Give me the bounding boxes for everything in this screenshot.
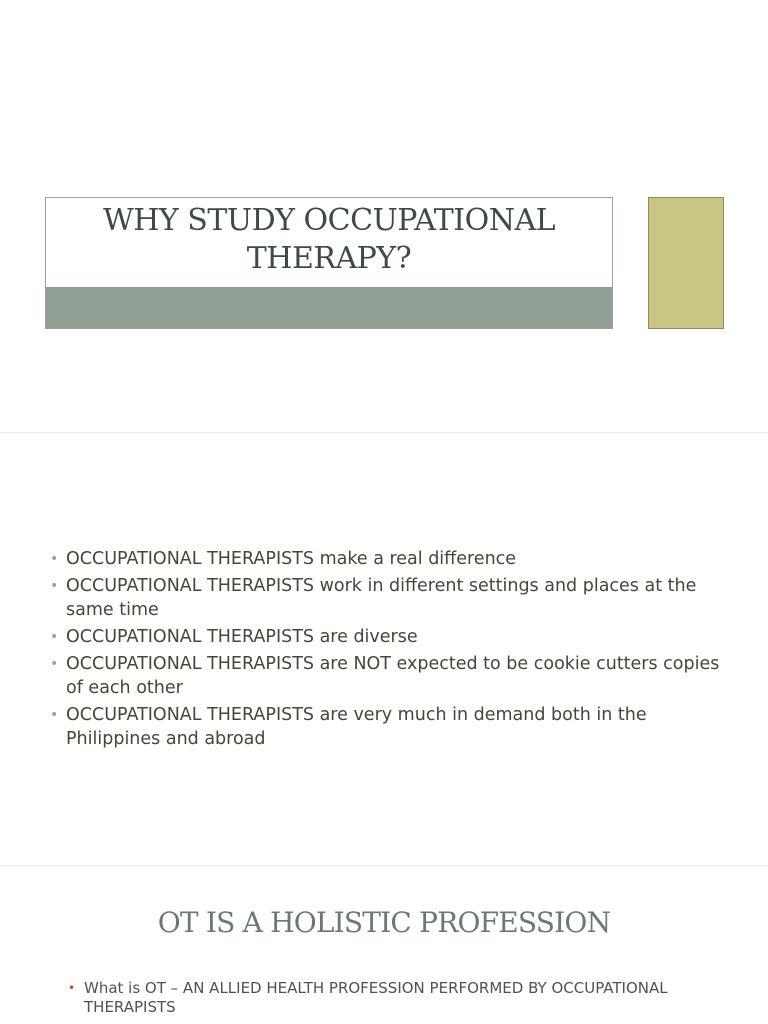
bullet-item: • OCCUPATIONAL THERAPISTS are very much in demand both in the Philippines and abroad — [50, 705, 647, 749]
accent-box — [648, 197, 724, 329]
slide-subtitle: OT IS A HOLISTIC PROFESSION — [157, 906, 611, 939]
bullet-dot-icon: • — [50, 578, 59, 594]
bullet-item: • OCCUPATIONAL THERAPISTS work in different settings and places at the same time — [50, 576, 697, 620]
slide-holistic — [0, 866, 768, 1024]
title-line-1: WHY STUDY OCCUPATIONAL — [102, 203, 556, 238]
bullet-dot-icon: • — [50, 656, 59, 672]
bullet-dot-icon: • — [50, 629, 59, 645]
bullet-dot-icon: • — [68, 981, 76, 995]
slide-title-text — [46, 202, 612, 278]
bullet-list — [68, 979, 728, 1017]
bullet-dot-icon: • — [50, 707, 59, 723]
bullet-item: • OCCUPATIONAL THERAPISTS are NOT expected to be cookie cutters copies of each other — [50, 654, 720, 698]
bullet-dot-icon: • — [50, 551, 59, 567]
title-line-2: THERAPY? — [246, 241, 412, 276]
bullet-item: • OCCUPATIONAL THERAPISTS are diverse — [50, 627, 418, 647]
slide-title — [0, 0, 768, 432]
title-box — [45, 197, 613, 329]
title-band — [46, 287, 612, 328]
slide-bullets — [0, 433, 768, 865]
bullet-item: • What is OT – AN ALLIED HEALTH PROFESSION PERFORMED BY OCCUPATIONAL THERAPISTS — [68, 979, 668, 1016]
bullet-list — [48, 547, 738, 754]
bullet-item: • OCCUPATIONAL THERAPISTS make a real difference — [50, 549, 517, 569]
